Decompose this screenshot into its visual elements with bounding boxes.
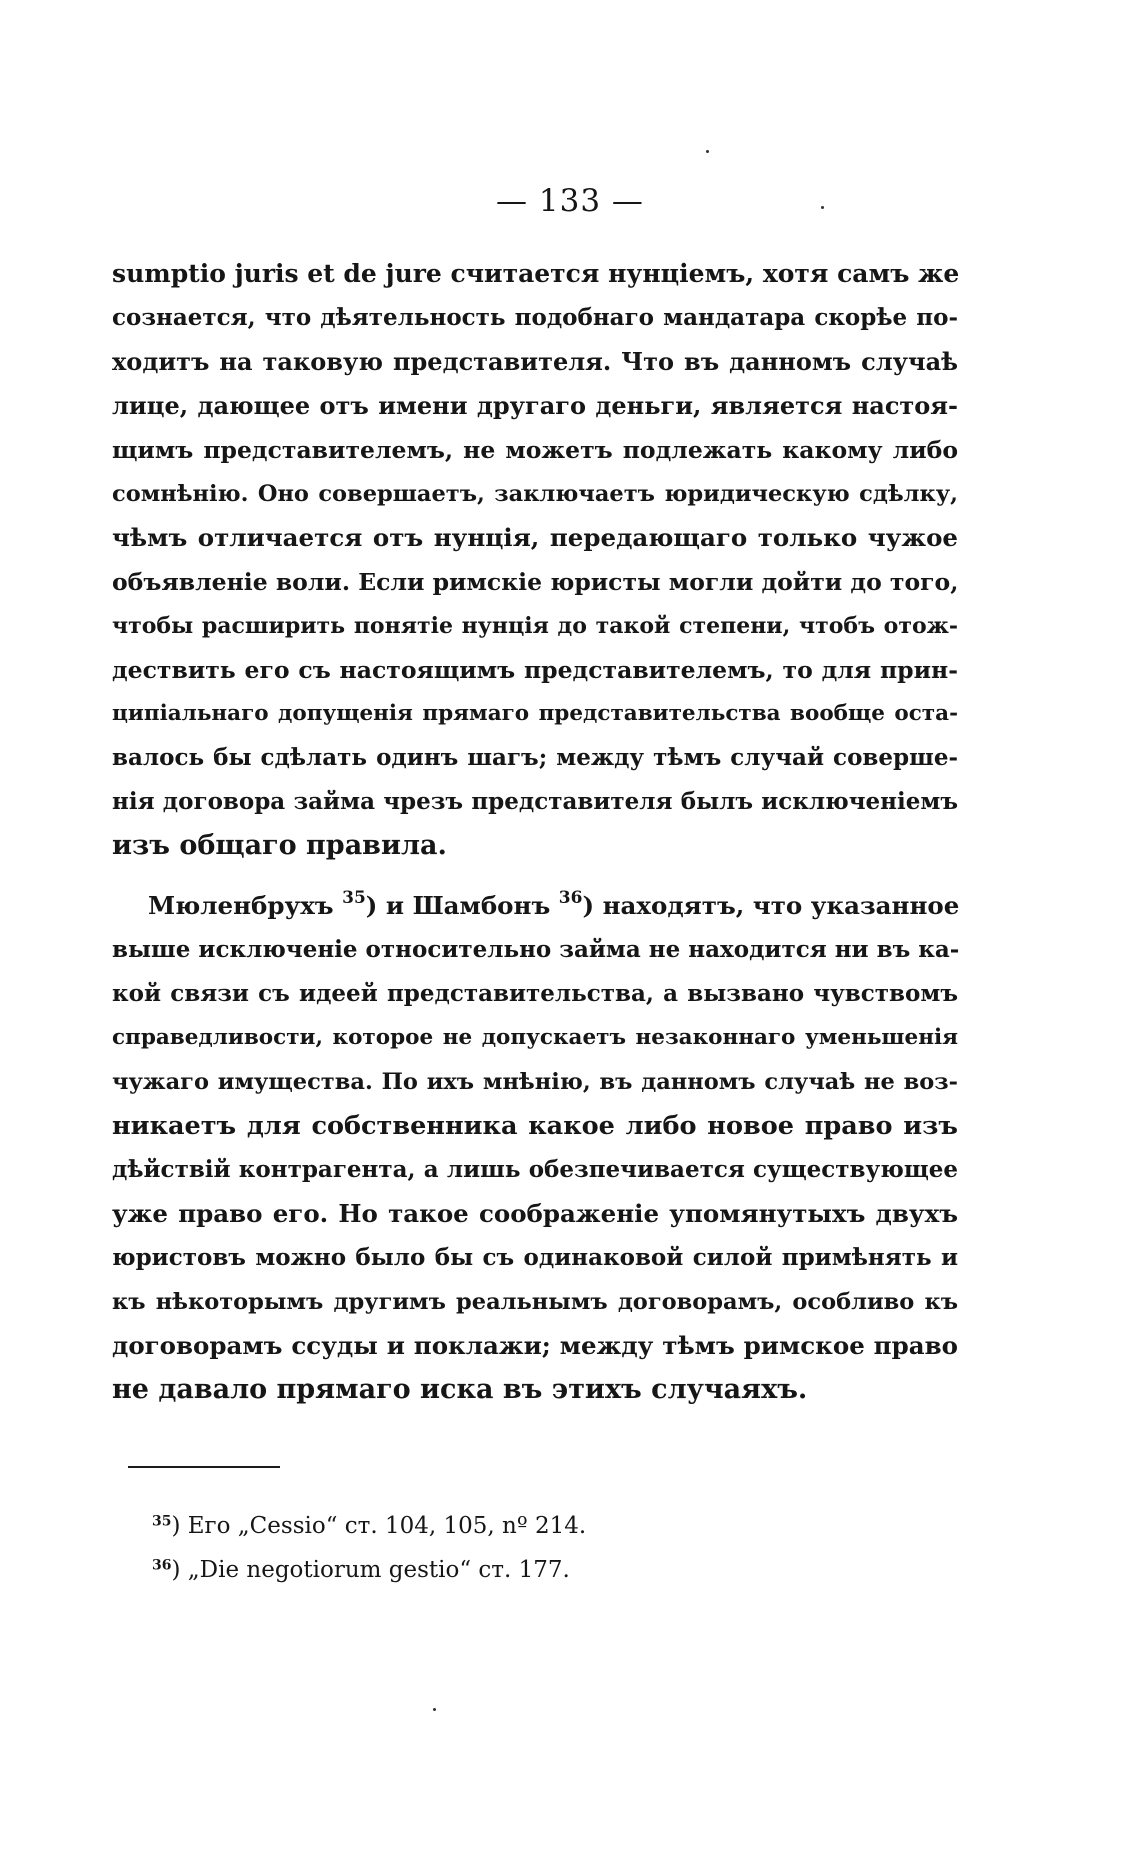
- text-fragment: ) и Шамбонъ: [365, 891, 559, 920]
- page-number: — 133 —: [496, 183, 644, 219]
- text-line: сознается, что дѣятельность подобнаго мандатара скорѣе по-: [112, 304, 958, 331]
- text-line: нія договора займа чрезъ представителя былъ исключеніемъ: [112, 788, 958, 815]
- text-fragment: ) находятъ, что указанное: [582, 891, 960, 920]
- text-line: договорамъ ссуды и поклажи; между тѣмъ римское право: [112, 1331, 958, 1360]
- paragraph-gap: [112, 868, 958, 884]
- text-line: лице, дающее отъ имени другаго деньги, является настоя-: [112, 391, 958, 420]
- text-line: объявленіе воли. Если римскіе юристы могли дойти до того,: [112, 568, 959, 596]
- text-line: къ нѣкоторымъ другимъ реальнымъ договорамъ, особливо къ: [112, 1289, 958, 1315]
- footnote-mark: 36: [152, 1557, 172, 1574]
- text-line-with-refs: [112, 884, 958, 928]
- footnote-35: [152, 1504, 912, 1548]
- text-line: чѣмъ отличается отъ нунція, передающаго только чужое: [112, 523, 958, 552]
- text-line: кой связи съ идеей представительства, а вызвано чувствомъ: [112, 980, 958, 1007]
- text-line: юристовъ можно было бы съ одинаковой силой примѣнять и: [112, 1244, 958, 1271]
- text-line: не давало прямаго иска въ этихъ случаяхъ.: [112, 1374, 808, 1405]
- text-line: валось бы сдѣлать одинъ шагъ; между тѣмъ случай соверше-: [112, 744, 958, 771]
- footnote-mark: 35: [152, 1513, 172, 1530]
- footnote-ref-35[interactable]: 35: [342, 887, 366, 908]
- text-line: щимъ представителемъ, не можетъ подлежать какому либо: [112, 436, 958, 464]
- text-line: уже право его. Но такое соображеніе упомянутыхъ двухъ: [112, 1199, 958, 1228]
- paragraph-1: [112, 252, 958, 868]
- main-text: [112, 252, 958, 1412]
- text-line: чужаго имущества. По ихъ мнѣнію, въ данномъ случаѣ не воз-: [112, 1069, 958, 1095]
- text-line: сомнѣнію. Оно совершаетъ, заключаетъ юридическую сдѣлку,: [112, 481, 958, 507]
- text-line: справедливости, которое не допускаетъ незаконнаго уменьшенія: [112, 1025, 958, 1050]
- footnotes: [152, 1504, 912, 1592]
- text-line: ходитъ на таковую представителя. Что въ данномъ случаѣ: [112, 347, 958, 376]
- text-fragment: Мюленбрухъ: [148, 891, 343, 920]
- text-line: sumptio juris et de jure считается нунціемъ, хотя самъ же: [112, 259, 960, 288]
- paragraph-2: [112, 884, 958, 1412]
- text-line: дѣйствій контрагента, а лишь обезпечивается существующее: [112, 1156, 958, 1183]
- text-line: изъ общаго правила.: [112, 830, 447, 861]
- footnote-text: ) Его „Cessio“ ст. 104, 105, nº 214.: [171, 1513, 587, 1539]
- scan-speck: [706, 150, 709, 153]
- footnote-36: [152, 1548, 912, 1592]
- scan-speck: [821, 206, 824, 209]
- text-line: никаетъ для собственника какое либо новое право изъ: [112, 1111, 958, 1141]
- footnote-ref-36[interactable]: 36: [558, 887, 583, 908]
- text-line: дествить его съ настоящимъ представителемъ, то для прин-: [112, 656, 958, 684]
- scan-speck: [433, 1708, 436, 1711]
- footnote-divider: [128, 1466, 280, 1468]
- text-line: ципіальнаго допущенія прямаго представительства вообще оста-: [112, 701, 958, 726]
- text-line: выше исключеніе относительно займа не находится ни въ ка-: [112, 936, 960, 963]
- text-line: чтобы расширить понятіе нунція до такой степени, чтобъ отож-: [112, 613, 958, 639]
- footnote-text: ) „Die negotiorum gestio“ ст. 177.: [171, 1557, 570, 1583]
